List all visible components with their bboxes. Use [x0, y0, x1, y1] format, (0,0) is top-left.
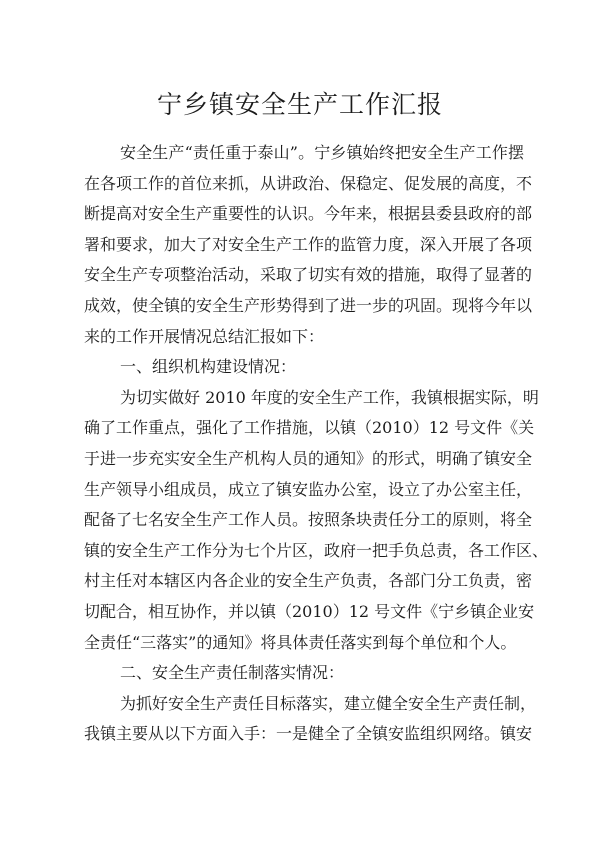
paragraph-line: 安全生产专项整治活动，采取了切实有效的措施，取得了显著的: [84, 265, 533, 285]
paragraph-line: 为抓好安全生产责任目标落实，建立健全安全生产责任制，: [120, 693, 537, 713]
paragraph-line: 为切实做好 2010 年度的安全生产工作，我镇根据实际，明: [120, 387, 539, 407]
section-heading: 一、组织机构建设情况：: [120, 357, 297, 377]
paragraph-line: 全责任“三落实”的通知》将具体责任落实到每个单位和个人。: [84, 632, 517, 652]
paragraph-line: 来的工作开展情况总结汇报如下：: [84, 326, 325, 346]
paragraph-line: 切配合，相互协作，并以镇（2010）12 号文件《宁乡镇企业安: [84, 601, 535, 621]
paragraph-line: 镇的安全生产工作分为七个片区，政府一把手负总责，各工作区、: [84, 540, 549, 560]
section-heading: 二、安全生产责任制落实情况：: [120, 663, 345, 683]
paragraph-line: 我镇主要从以下方面入手：一是健全了全镇安监组织网络。镇安: [84, 724, 533, 744]
paragraph-line: 署和要求，加大了对安全生产工作的监管力度，深入开展了各项: [84, 234, 533, 254]
paragraph-line: 安全生产“责任重于泰山”。宁乡镇始终把安全生产工作摆: [120, 143, 524, 162]
paragraph-line: 配备了七名安全生产工作人员。按照条块责任分工的原则，将全: [84, 510, 533, 530]
paragraph-line: 在各项工作的首位来抓，从讲政治、保稳定、促发展的高度，不: [84, 173, 533, 193]
paragraph-line: 成效，使全镇的安全生产形势得到了进一步的巩固。现将今年以: [84, 295, 533, 315]
paragraph-line: 确了工作重点，强化了工作措施，以镇（2010）12 号文件《关: [84, 418, 535, 438]
document-title: 宁乡镇安全生产工作汇报: [156, 90, 443, 119]
paragraph-line: 于进一步充实安全生产机构人员的通知》的形式，明确了镇安全: [84, 448, 533, 468]
paragraph-line: 村主任对本辖区内各企业的安全生产负责，各部门分工负责，密: [84, 571, 533, 591]
document-body: [84, 138, 549, 750]
paragraph-line: 断提高对安全生产重要性的认识。今年来，根据县委县政府的部: [84, 204, 533, 224]
paragraph-line: 生产领导小组成员，成立了镇安监办公室，设立了办公室主任，: [84, 479, 533, 499]
